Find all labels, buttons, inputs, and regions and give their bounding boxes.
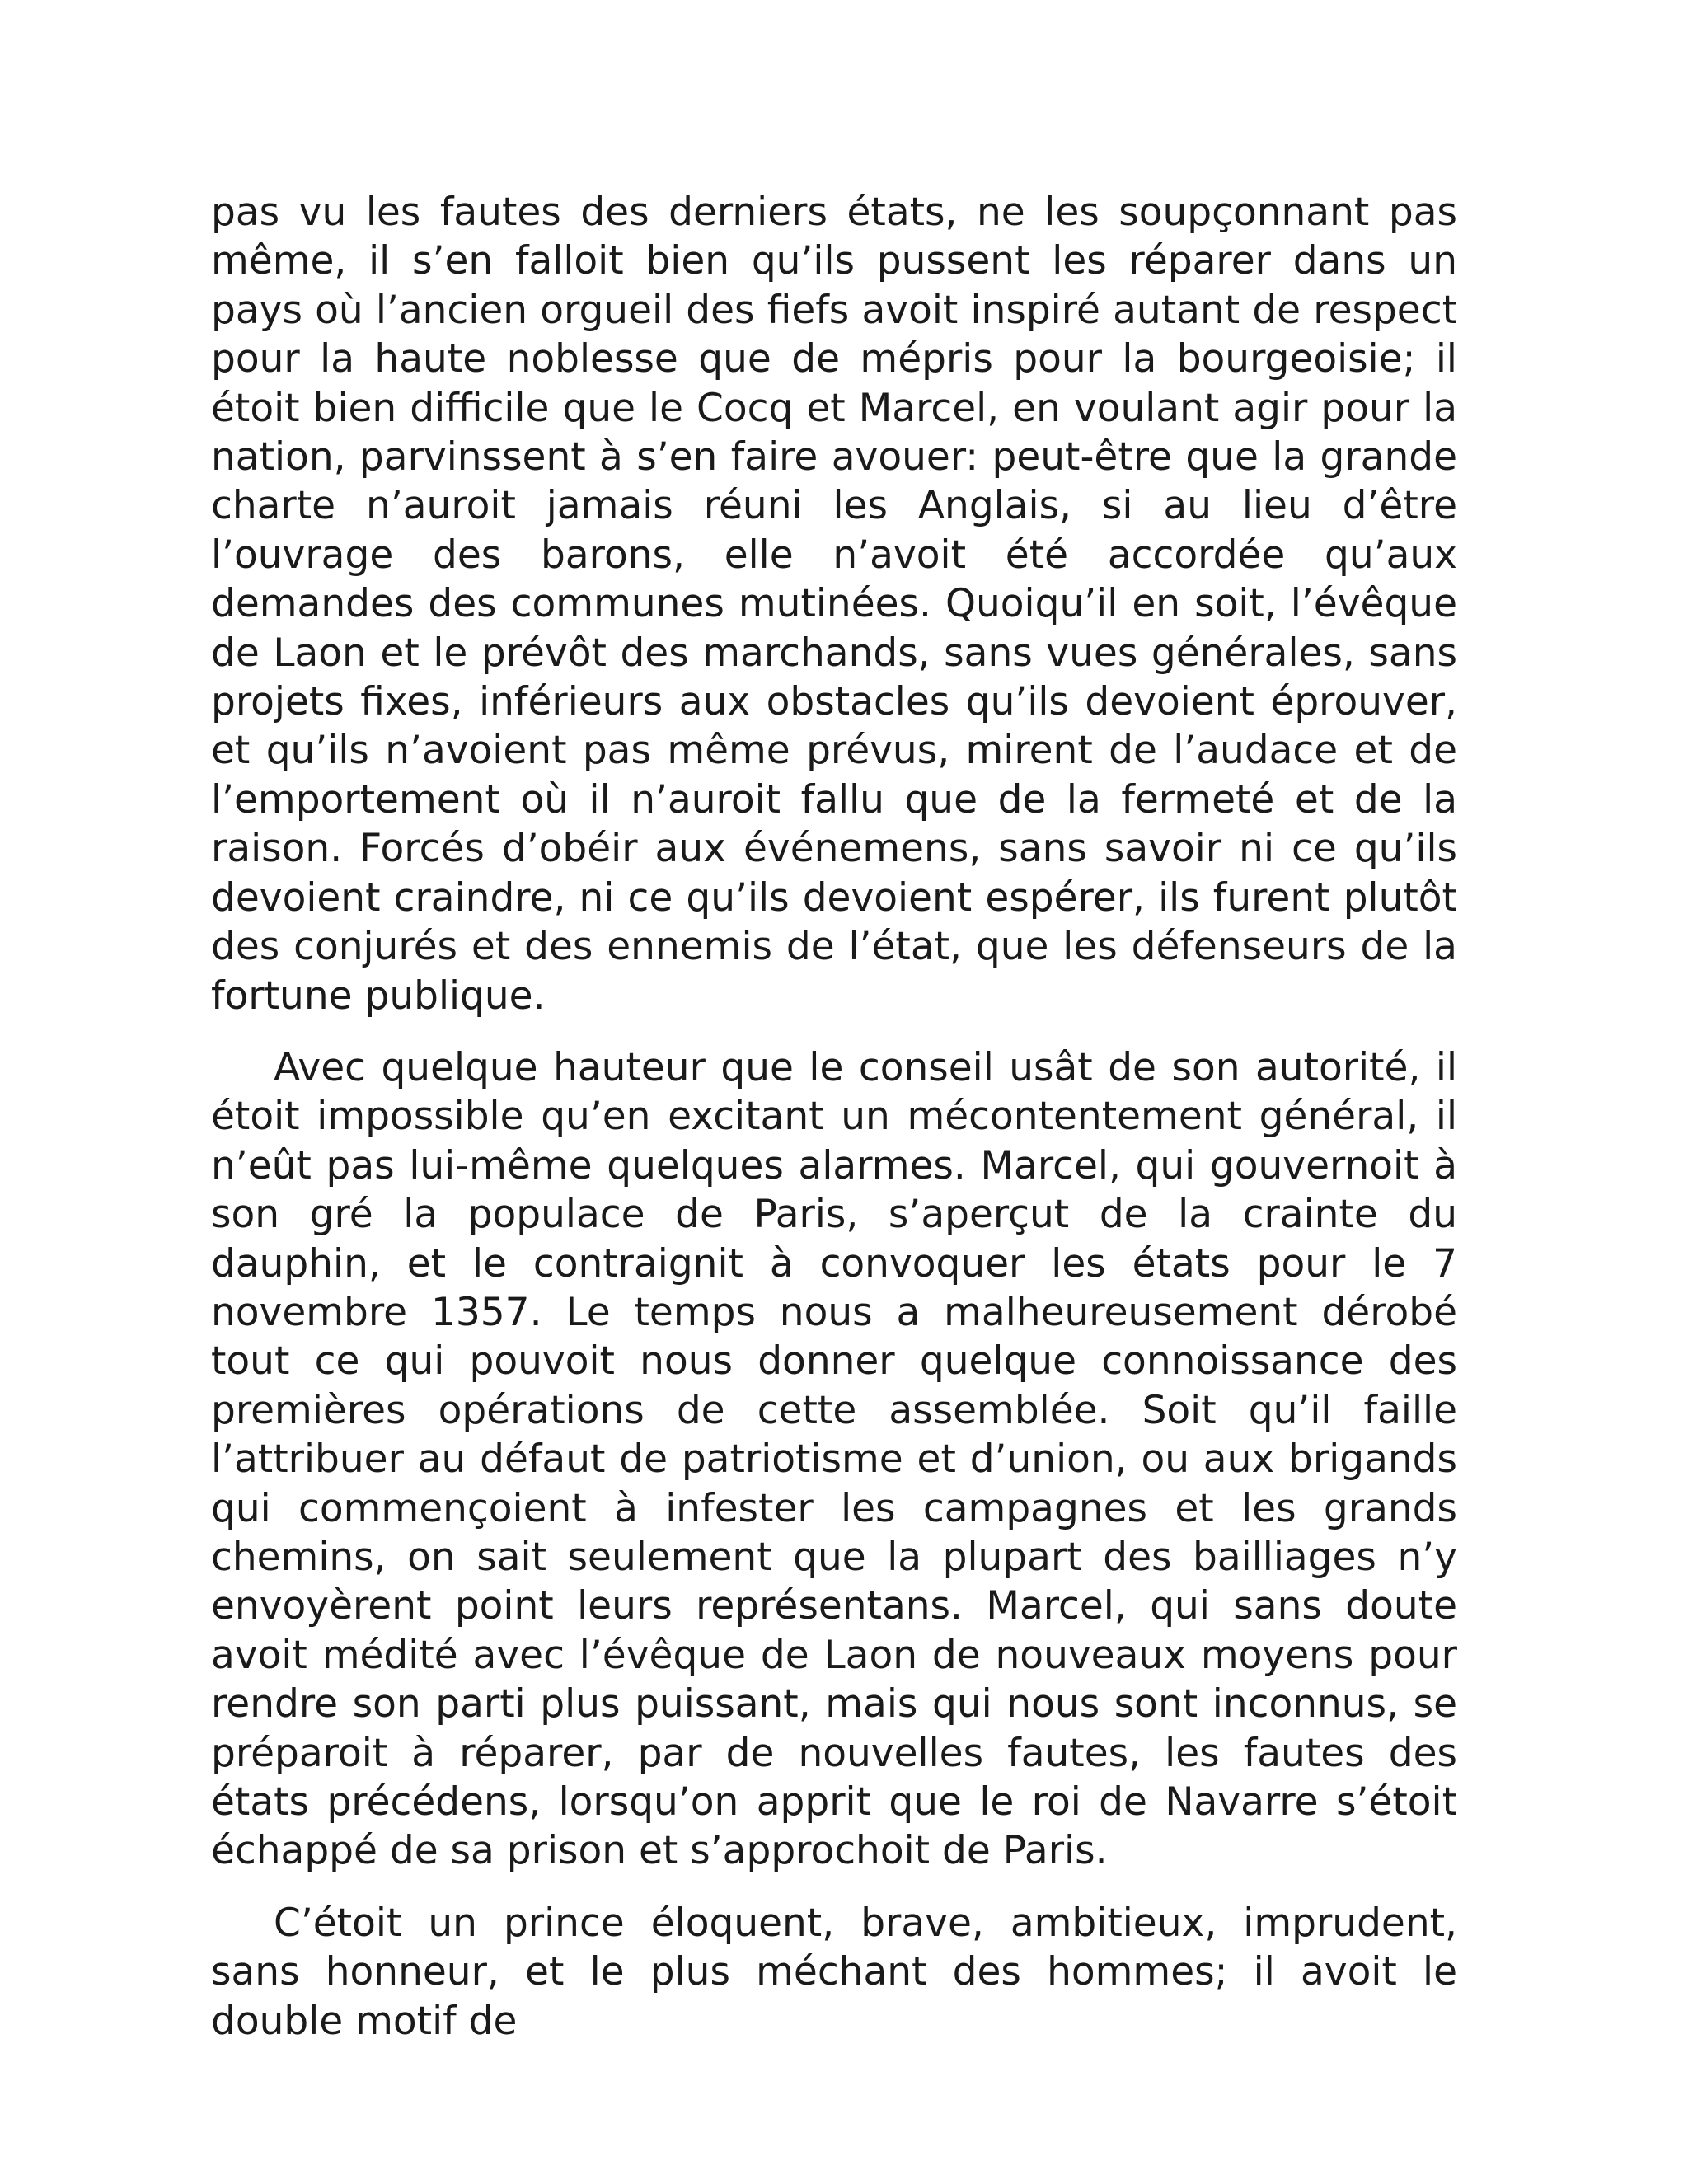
body-text	[211, 188, 1457, 2046]
paragraph: C’étoit un prince éloquent, brave, ambitieux, imprudent, sans honneur, et le plus méchant des hommes; il avoit le double motif de	[211, 1900, 1457, 2044]
paragraph: Avec quelque hauteur que le conseil usât de son autorité, il étoit impossible qu’en excitant un mécontentement général, il n’eût pas lui-même quelques alarmes. Marcel, qui gouvernoit à son gré la populace de Paris, s’aperçut de la crainte du dauphin, et le contraignit à convoquer les états pour le 7 novembre 1357. Le temps nous a malheureusement dérobé tout ce qui pouvoit nous donner quelque connoissance des premières opérations de cette assemblée. Soit qu’il faille l’attribuer au défaut de patriotisme et d’union, ou aux brigands qui commençoient à infester les campagnes et les grands chemins, on sait seulement que la plupart des bailliages n’y envoyèrent point leurs représentans. Marcel, qui sans doute avoit médité avec l’évêque de Laon de nouveaux moyens pour rendre son parti plus puissant, mais qui nous sont inconnus, se préparoit à réparer, par de nouvelles fautes, les fautes des états précédens, lorsqu’on apprit que le roi de Navarre s’étoit échappé de sa prison et s’approchoit de Paris.	[211, 1044, 1457, 1874]
paragraph-continued: pas vu les fautes des derniers états, ne les soupçonnant pas même, il s’en falloit bien qu’ils pussent les réparer dans un pays où l’ancien orgueil des fiefs avoit inspiré autant de respect pour la haute noblesse que de mépris pour la bourgeoisie; il étoit bien difficile que le Cocq et Marcel, en voulant agir pour la nation, parvinssent à s’en faire avouer: peut-être que la grande charte n’auroit jamais réuni les Anglais, si au lieu d’être l’ouvrage des barons, elle n’avoit été accordée qu’aux demandes des communes mutinées. Quoiqu’il en soit, l’évêque de Laon et le prévôt des marchands, sans vues générales, sans projets fixes, inférieurs aux obstacles qu’ils devoient éprouver, et qu’ils n’avoient pas même prévus, mirent de l’audace et de l’emportement où il n’auroit fallu que de la fermeté et de la raison. Forcés d’obéir aux événemens, sans savoir ni ce qu’ils devoient craindre, ni ce qu’ils devoient espérer, ils furent plutôt des conjurés et des ennemis de l’état, que les défenseurs de la fortune publique.	[211, 190, 1457, 1019]
